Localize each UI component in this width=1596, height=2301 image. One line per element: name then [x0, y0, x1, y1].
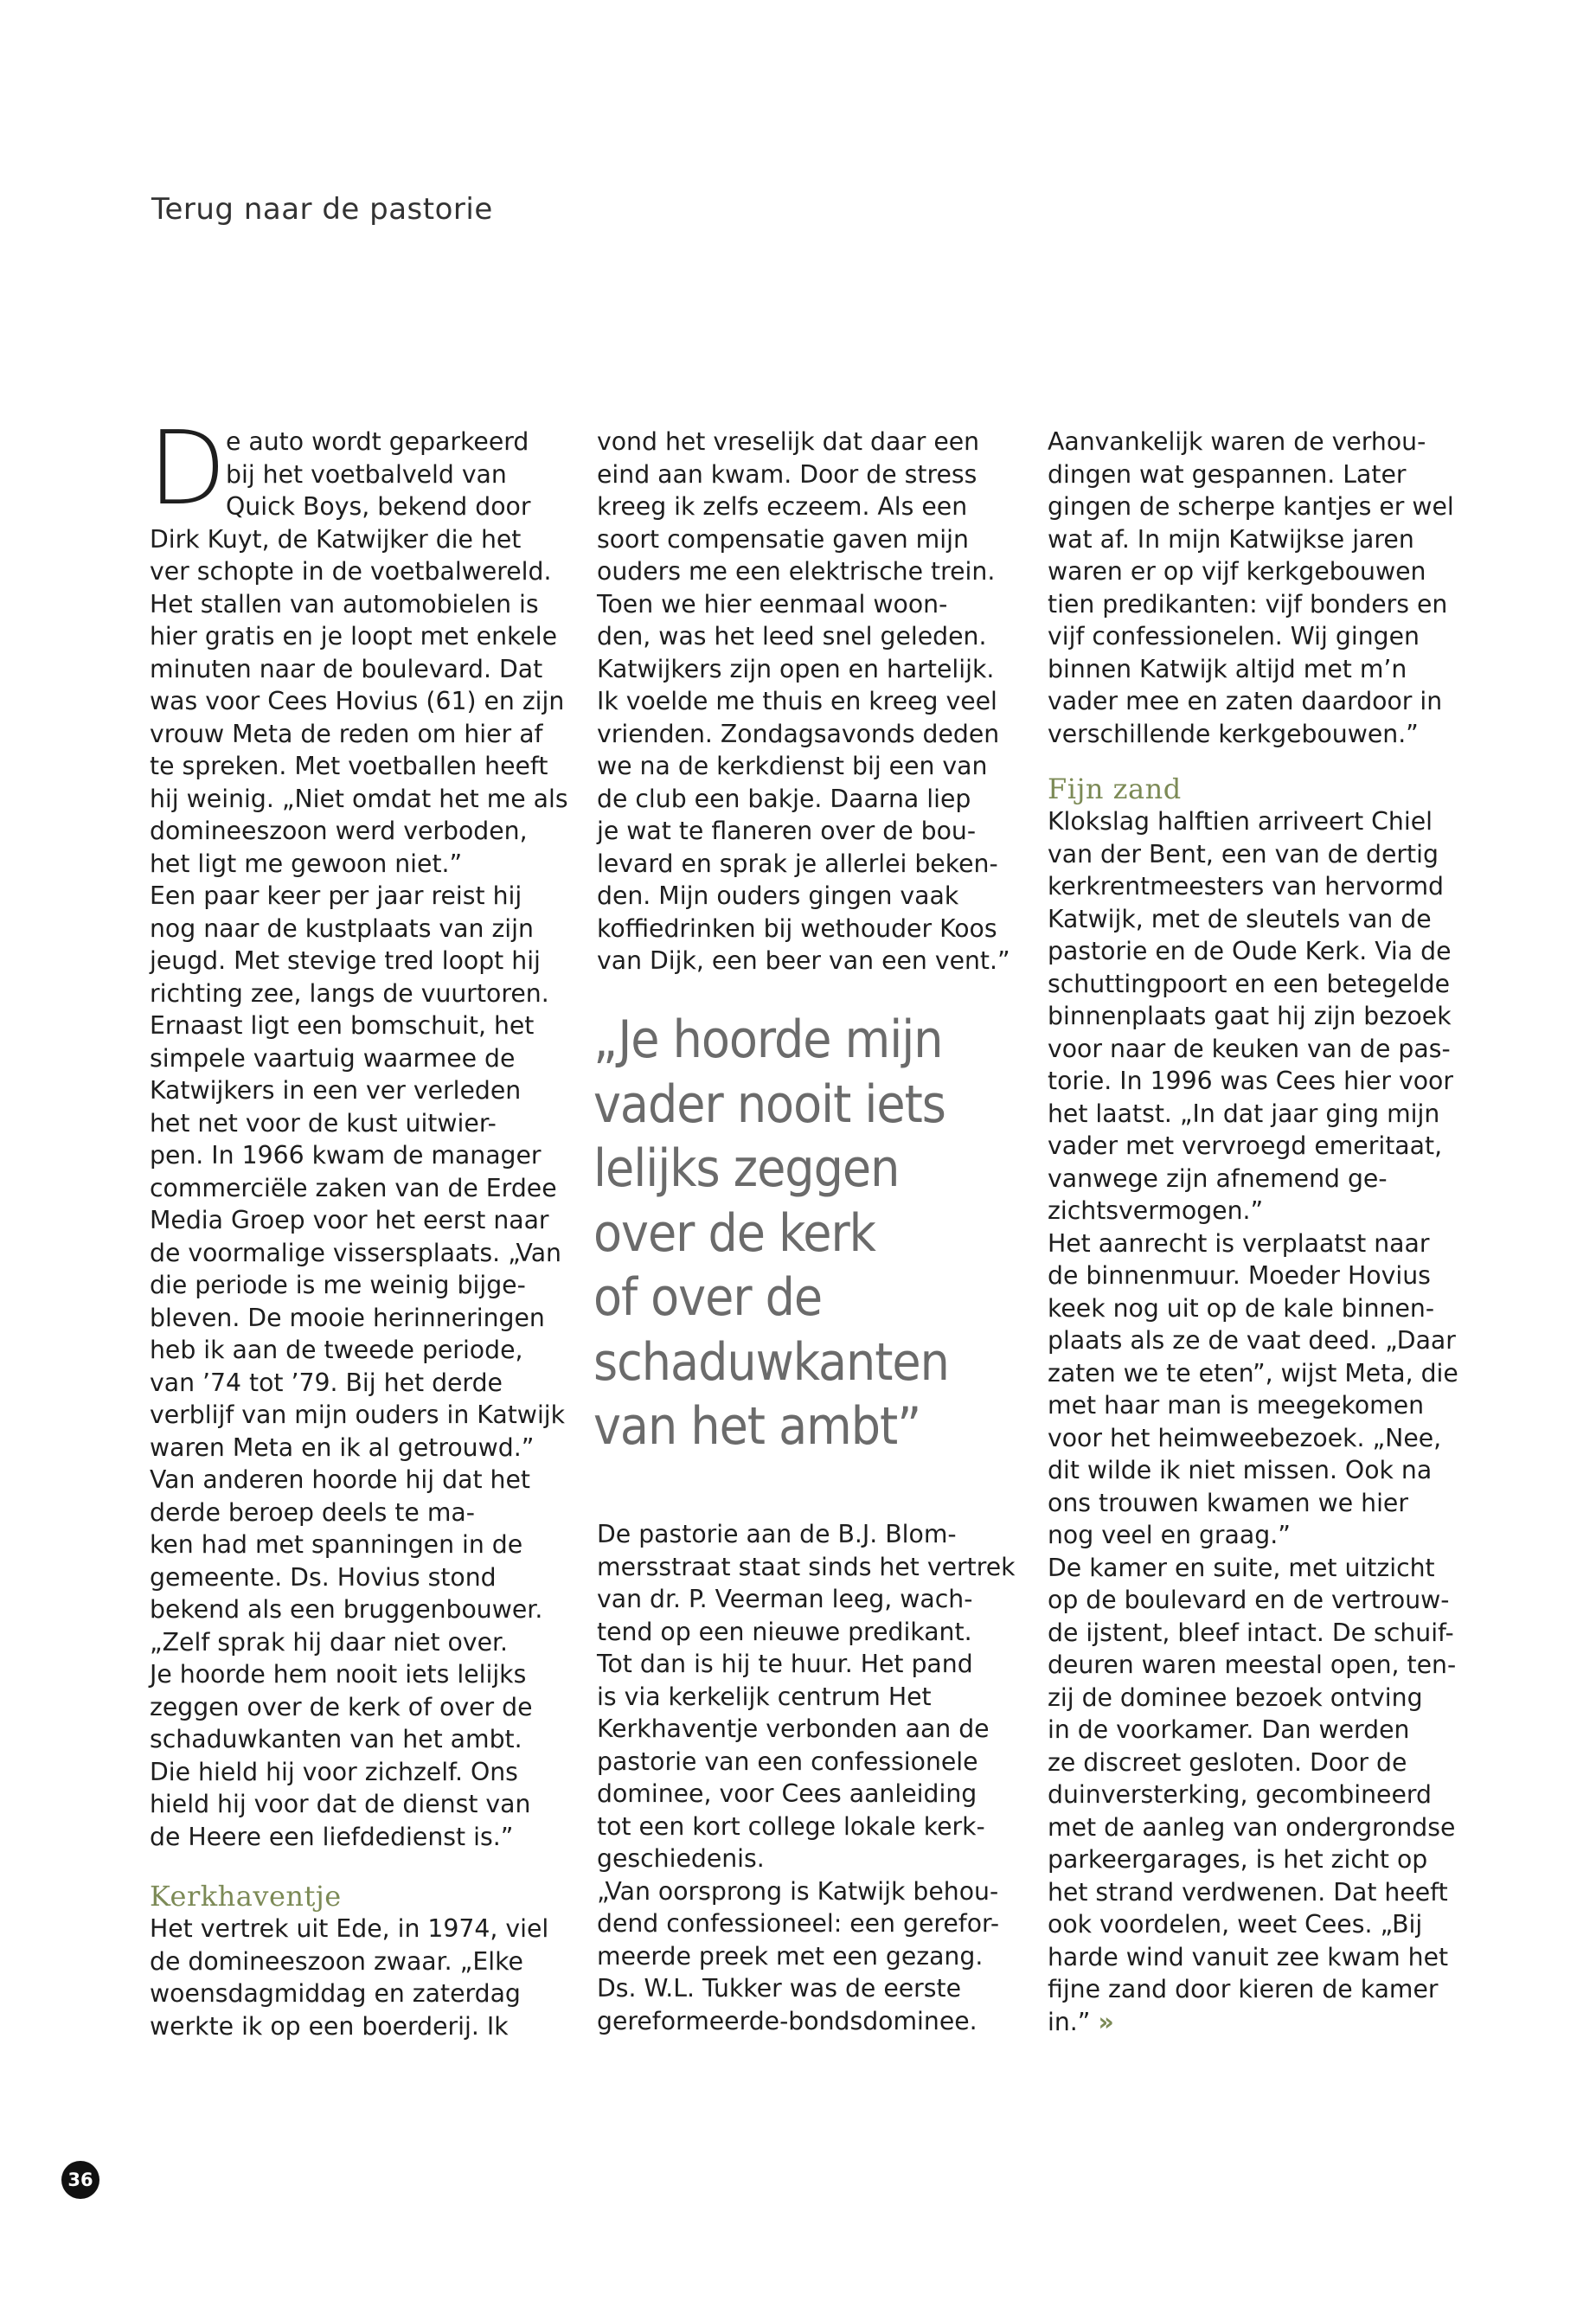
text-line: schuttingpoort en een betegelde	[1048, 969, 1450, 998]
text-line: fijne zand door kieren de kamer	[1048, 1975, 1439, 2003]
text-line: gemeente. Ds. Hovius stond	[150, 1562, 497, 1592]
article-column-2	[597, 426, 1021, 977]
text-line: ver schopte in de voetbalwereld.	[150, 557, 552, 586]
text-line: richting zee, langs de vuurtoren.	[150, 978, 549, 1008]
text-line: we na de kerkdienst bij een van	[597, 752, 988, 780]
text-line: dend confessioneel: een gerefor-	[597, 1909, 1000, 1938]
text-line: meerde preek met een gezang.	[597, 1941, 984, 1971]
quote-line: lelijks zeggen	[593, 1138, 900, 1199]
text-line: dit wilde ik niet missen. Ook na	[1048, 1456, 1433, 1484]
text-line: Ds. W.L. Tukker was de eerste	[597, 1974, 962, 2003]
text-line: Je hoorde hem nooit iets lelijks	[150, 1660, 527, 1689]
text-line: bekend als een bruggenbouwer.	[150, 1595, 543, 1624]
text-line: derde beroep deels te ma-	[150, 1497, 475, 1527]
text-line: Van anderen hoorde hij dat het	[150, 1465, 530, 1494]
text-line: hield hij voor dat de dienst van	[150, 1790, 531, 1818]
text-line: De kamer en suite, met uitzicht	[1048, 1553, 1435, 1582]
text-line: Het stallen van automobielen is	[150, 589, 539, 619]
text-line: plaats als ze de vaat deed. „Daar	[1048, 1326, 1456, 1355]
text-line: bleven. De mooie herinneringen	[150, 1303, 545, 1332]
text-line: kreeg ik zelfs eczeem. Als een	[597, 492, 968, 521]
article-column-1	[148, 408, 568, 2042]
text-line: verblijf van mijn ouders in Katwijk	[150, 1400, 566, 1429]
text-line: Aanvankelijk waren de verhou-	[1048, 427, 1426, 456]
text-line: nog naar de kustplaats van zijn	[150, 913, 534, 943]
text-line: van ’74 tot ’79. Bij het derde	[150, 1368, 503, 1397]
article-column-2-continued	[597, 1518, 1021, 2037]
text-line: ook voordelen, weet Cees. „Bij	[1048, 1910, 1423, 1939]
text-line: vanwege zijn afnemend ge-	[1048, 1163, 1388, 1193]
text-line: Katwijk, met de sleutels van de	[1048, 904, 1432, 933]
text-line: keek nog uit op de kale binnen-	[1048, 1293, 1435, 1323]
text-line: de ijstent, bleef intact. De schuif-	[1048, 1618, 1454, 1647]
running-header: Terug naar de pastorie	[151, 192, 493, 227]
quote-line: vader nooit iets	[593, 1074, 945, 1135]
quote-line: of over de	[593, 1267, 823, 1328]
text-line: domineeszoon werd verboden,	[150, 817, 528, 845]
text-line: e auto wordt geparkeerd	[226, 427, 529, 456]
page-number: 36	[61, 2161, 99, 2199]
text-line: Katwijkers in een ver verleden	[150, 1076, 522, 1105]
text-line: waren Meta en ik al getrouwd.”	[150, 1433, 535, 1462]
text-line: Dirk Kuyt, de Katwijker die het	[150, 524, 522, 554]
text-line: „Van oorsprong is Katwijk behou-	[597, 1876, 999, 1906]
text-line: van Dijk, een beer van een vent.”	[597, 946, 1010, 975]
text-line: vijf confessionelen. Wij gingen	[1048, 622, 1420, 651]
quote-line: van het ambt”	[593, 1396, 921, 1457]
text-line: verschillende kerkgebouwen.”	[1048, 719, 1419, 748]
text-line: hier gratis en je loopt met enkele	[150, 622, 558, 651]
text-line: deuren waren meestal open, ten-	[1048, 1650, 1457, 1679]
text-line: binnen Katwijk altijd met m’n	[1048, 654, 1407, 683]
text-line: de Heere een liefdedienst is.”	[150, 1822, 514, 1851]
subheading-fijn-zand: Fijn zand	[1048, 772, 1182, 805]
text-line: Kerkhaventje verbonden aan de	[597, 1715, 990, 1743]
text-line: zaten we te eten”, wijst Meta, die	[1048, 1358, 1458, 1388]
text-line: zichtsvermogen.”	[1048, 1196, 1264, 1225]
text-line: werkte ik op een boerderij. Ik	[150, 2011, 509, 2041]
text-line: zij de dominee bezoek ontving	[1048, 1682, 1423, 1712]
text-line: dingen wat gespannen. Later	[1048, 459, 1407, 489]
text-line: Media Groep voor het eerst naar	[150, 1206, 549, 1234]
text-line: je wat te flaneren over de bou-	[597, 817, 977, 845]
text-line: met haar man is meegekomen	[1048, 1391, 1425, 1420]
text-line: pen. In 1966 kwam de manager	[150, 1141, 542, 1170]
text-line: mersstraat staat sinds het vertrek	[597, 1552, 1016, 1581]
text-line: gereformeerde-bondsdominee.	[597, 2006, 977, 2035]
text-line: met de aanleg van ondergrondse	[1048, 1812, 1456, 1842]
text-line: van der Bent, een van de dertig	[1048, 839, 1439, 868]
text-line: dominee, voor Cees aanleiding	[597, 1779, 977, 1808]
quote-line: schaduwkanten	[593, 1331, 949, 1393]
text-line: vader mee en zaten daardoor in	[1048, 687, 1443, 715]
text-line: tien predikanten: vijf bonders en	[1048, 589, 1448, 619]
text-line: jeugd. Met stevige tred loopt hij	[150, 946, 541, 975]
text-line: schaduwkanten van het ambt.	[150, 1725, 522, 1753]
text-line: is via kerkelijk centrum Het	[597, 1682, 932, 1711]
text-line: ouders me een elektrische trein.	[597, 557, 996, 586]
text-line: soort compensatie gaven mijn	[597, 524, 969, 554]
drop-cap: D	[148, 408, 227, 528]
text-line: De pastorie aan de B.J. Blom-	[597, 1520, 957, 1548]
text-line: Tot dan is hij te huur. Het pand	[597, 1650, 973, 1678]
text-line: levard en sprak je allerlei beken-	[597, 849, 998, 878]
text-line: Ik voelde me thuis en kreeg veel	[597, 687, 997, 715]
last-text-line	[1048, 2006, 1471, 2039]
text-line: vrienden. Zondagsavonds deden	[597, 719, 1000, 748]
text-line: Klokslag halftien arriveert Chiel	[1048, 807, 1433, 836]
text-line: Het vertrek uit Ede, in 1974, viel	[150, 1914, 549, 1943]
text-line: ons trouwen kwamen we hier	[1048, 1488, 1408, 1517]
text-line: harde wind vanuit zee kwam het	[1048, 1942, 1449, 1971]
text-line: parkeergarages, is het zicht op	[1048, 1845, 1428, 1874]
text-line: het strand verdwenen. Dat heeft	[1048, 1877, 1448, 1907]
text-line: was voor Cees Hovius (61) en zijn	[150, 687, 565, 715]
text-line: kerkrentmeesters van hervormd	[1048, 872, 1444, 901]
text-line: geschiedenis.	[597, 1844, 765, 1873]
text-line: te spreken. Met voetballen heeft	[150, 752, 548, 780]
text-line: hij weinig. „Niet omdat het me als	[150, 784, 568, 813]
text-line: vader met vervroegd emeritaat,	[1048, 1131, 1443, 1160]
text-line: nog veel en graag.”	[1048, 1521, 1291, 1549]
text-line: koffiedrinken bij wethouder Koos	[597, 913, 997, 943]
text-line: Een paar keer per jaar reist hij	[150, 881, 522, 910]
text-line: Toen we hier eenmaal woon-	[597, 589, 948, 619]
text-line: torie. In 1996 was Cees hier voor	[1048, 1067, 1453, 1095]
last-text: in.”	[1048, 2007, 1091, 2036]
article-column-3	[1048, 426, 1471, 2038]
text-line: vond het vreselijk dat daar een	[597, 427, 980, 456]
text-line: binnenplaats gaat hij zijn bezoek	[1048, 1002, 1452, 1030]
text-line: eind aan kwam. Door de stress	[597, 459, 977, 489]
text-line: op de boulevard en de vertrouw-	[1048, 1586, 1450, 1614]
subheading-kerkhaventje: Kerkhaventje	[150, 1880, 342, 1913]
text-line: pastorie van een confessionele	[597, 1747, 978, 1776]
pull-quote	[593, 1008, 1043, 1459]
text-line: het ligt me gewoon niet.”	[150, 849, 463, 878]
text-line: zeggen over de kerk of over de	[150, 1692, 533, 1721]
text-line: Quick Boys, bekend door	[226, 492, 531, 521]
text-line: simpele vaartuig waarmee de	[150, 1043, 516, 1073]
text-line: woensdagmiddag en zaterdag	[150, 1979, 521, 2008]
text-line: de voormalige vissersplaats. „Van	[150, 1238, 561, 1267]
text-line: vrouw Meta de reden om hier af	[150, 719, 543, 748]
text-line: den. Mijn ouders gingen vaak	[597, 881, 959, 910]
text-line: bij het voetbalveld van	[226, 459, 507, 489]
text-line: „Zelf sprak hij daar niet over.	[150, 1627, 509, 1657]
text-line: Ernaast ligt een bomschuit, het	[150, 1011, 535, 1040]
text-line: van dr. P. Veerman leeg, wach-	[597, 1585, 973, 1613]
text-line: Die hield hij voor zichzelf. Ons	[150, 1757, 518, 1786]
text-line: ze discreet gesloten. Door de	[1048, 1747, 1407, 1777]
text-line: heb ik aan de tweede periode,	[150, 1336, 523, 1364]
text-line: minuten naar de boulevard. Dat	[150, 654, 543, 683]
text-line: duinversterking, gecombineerd	[1048, 1780, 1432, 1809]
text-line: in de voorkamer. Dan werden	[1048, 1715, 1410, 1744]
quote-line: „Je hoorde mijn	[593, 1009, 943, 1070]
opening-paragraph	[148, 408, 565, 528]
text-line: de binnenmuur. Moeder Hovius	[1048, 1261, 1431, 1290]
text-line: wat af. In mijn Katwijkse jaren	[1048, 524, 1414, 554]
text-line: die periode is me weinig bijge-	[150, 1271, 526, 1299]
text-line: gingen de scherpe kantjes er wel	[1048, 492, 1454, 521]
text-line: de club een bakje. Daarna liep	[597, 784, 971, 813]
text-line: voor naar de keuken van de pas-	[1048, 1034, 1451, 1063]
text-line: commerciële zaken van de Erdee	[150, 1173, 557, 1202]
text-line: den, was het leed snel geleden.	[597, 622, 987, 651]
text-line: Het aanrecht is verplaatst naar	[1048, 1228, 1430, 1258]
end-of-article-arrows-icon: »	[1098, 2007, 1111, 2036]
text-line: Katwijkers zijn open en hartelijk.	[597, 654, 995, 683]
text-line: het laatst. „In dat jaar ging mijn	[1048, 1099, 1440, 1128]
text-line: pastorie en de Oude Kerk. Via de	[1048, 937, 1452, 965]
text-line: het net voor de kust uitwier-	[150, 1108, 497, 1138]
text-line: voor het heimweebezoek. „Nee,	[1048, 1423, 1442, 1452]
text-line: tot een kort college lokale kerk-	[597, 1811, 985, 1841]
text-line: de domineeszoon zwaar. „Elke	[150, 1946, 523, 1976]
text-line: waren er op vijf kerkgebouwen	[1048, 557, 1426, 586]
text-line: tend op een nieuwe predikant.	[597, 1617, 972, 1646]
quote-line: over de kerk	[593, 1202, 875, 1264]
text-line: ken had met spanningen in de	[150, 1530, 523, 1559]
